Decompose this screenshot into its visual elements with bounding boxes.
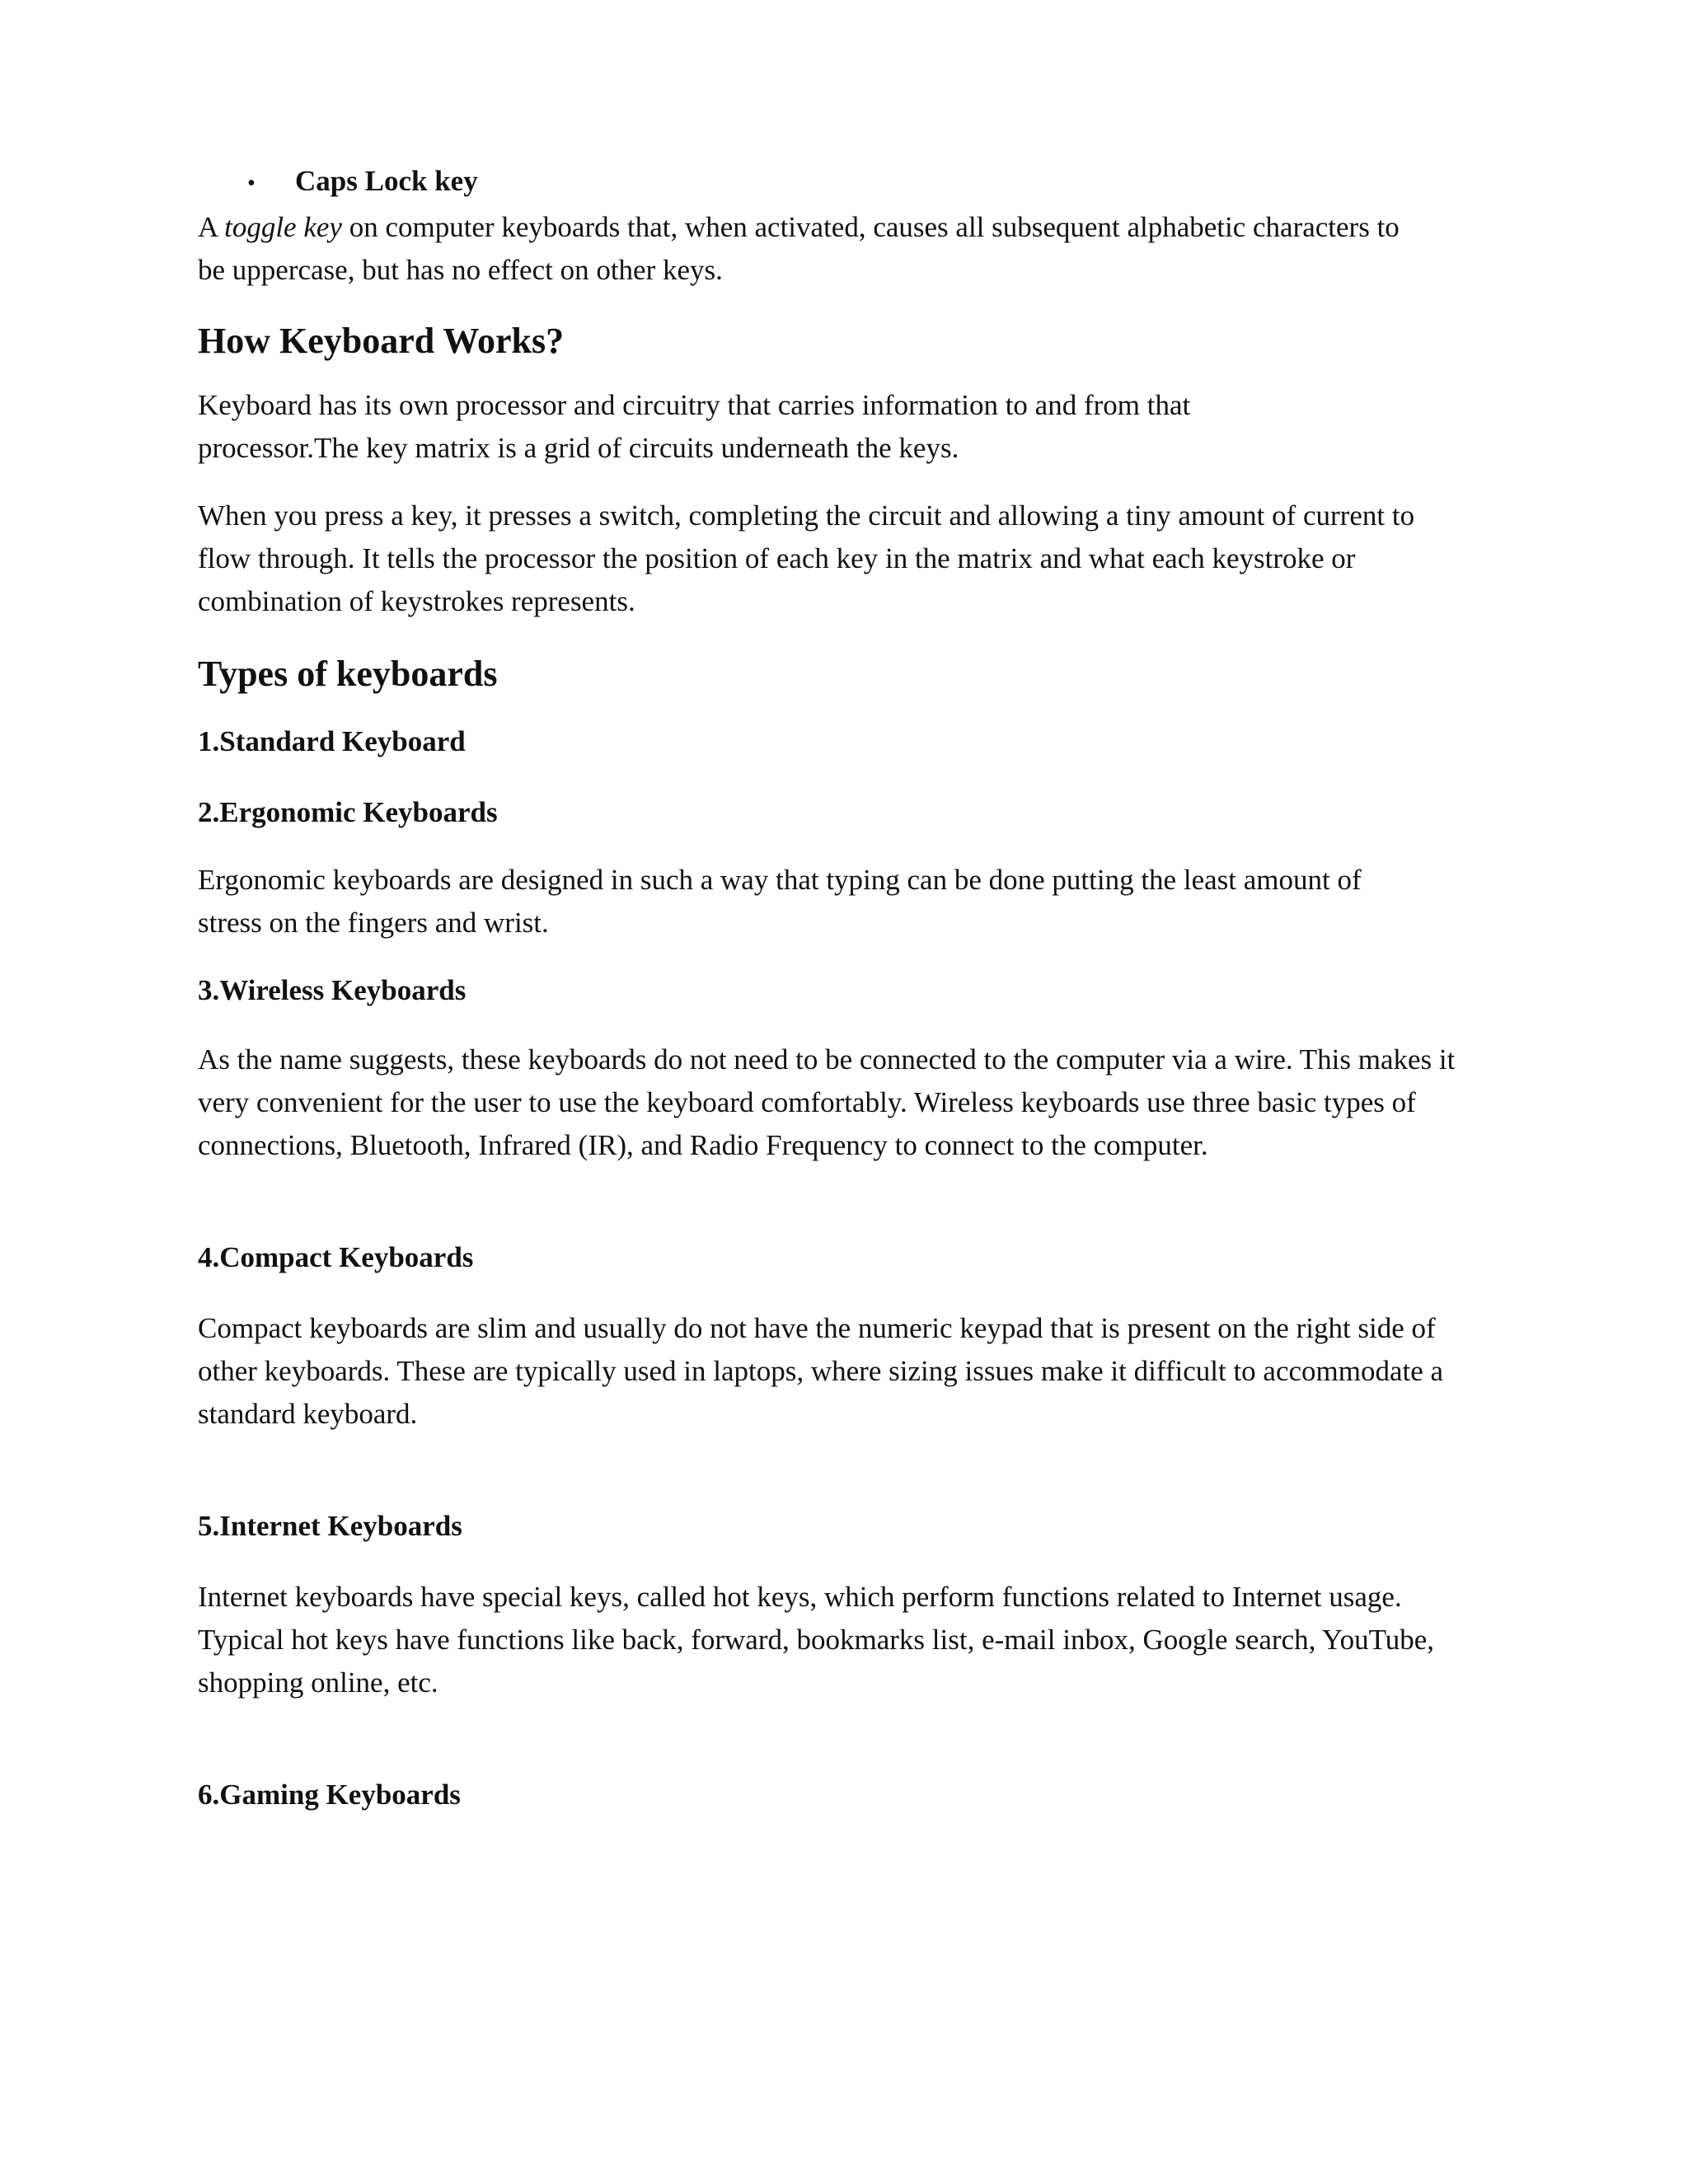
toggle-key-term: toggle key [224, 211, 342, 243]
how-keyboard-works-heading: How Keyboard Works? [198, 321, 565, 361]
caps-lock-title: Caps Lock key [295, 165, 478, 197]
compact-keyboards-text: Compact keyboards are slim and usually do not have the numeric keypad that is present on the right side of other keyboards. These are typically used in laptops, where sizing issues make it difficult to accommodate a standard keyboard. [198, 1312, 1444, 1430]
definition-article: A [198, 211, 218, 243]
definition-text: on computer keyboards that, when activated, causes all subsequent alphabetic characters to be uppercase, but has no effect on other keys. [198, 211, 1400, 286]
page-content [198, 165, 1500, 1816]
compact-keyboards-title: 4.Compact Keyboards [198, 1241, 474, 1273]
internet-keyboards-text: Internet keyboards have special keys, called hot keys, which perform functions related to Internet usage. Typical hot keys have functions like back, forward, bookmarks list, e-mail inbox, Google search, YouTube, shopping online, etc. [198, 1581, 1435, 1699]
caps-lock-bullet-item [247, 165, 1500, 198]
standard-keyboard-title: 1.Standard Keyboard [198, 725, 466, 757]
gaming-keyboards-title: 6.Gaming Keyboards [198, 1779, 461, 1811]
types-of-keyboards-heading: Types of keyboards [198, 654, 498, 694]
ergonomic-keyboards-title: 2.Ergonomic Keyboards [198, 796, 498, 828]
bullet-icon: • [247, 171, 256, 196]
internet-keyboards-title: 5.Internet Keyboards [198, 1510, 462, 1542]
how-works-paragraph-2: When you press a key, it presses a switch, completing the circuit and allowing a tiny amount of current to flow through. It tells the processor the position of each key in the matrix and what each keystroke or combination of keystrokes represents. [198, 499, 1415, 617]
wireless-keyboards-title: 3.Wireless Keyboards [198, 974, 467, 1006]
ergonomic-keyboards-text: Ergonomic keyboards are designed in such a way that typing can be done putting the least amount of stress on the fingers and wrist. [198, 864, 1362, 939]
wireless-keyboards-text: As the name suggests, these keyboards do not need to be connected to the computer via a wire. This makes it very convenient for the user to use the keyboard comfortably. Wireless keyboards use three basic types of connections, Bluetooth, Infrared (IR), and Radio Frequency to connect to the computer. [198, 1043, 1456, 1161]
caps-lock-definition [198, 206, 1401, 292]
how-works-paragraph-1: Keyboard has its own processor and circuitry that carries information to and from that processor.The key matrix is a grid of circuits underneath the keys. [198, 389, 1191, 464]
